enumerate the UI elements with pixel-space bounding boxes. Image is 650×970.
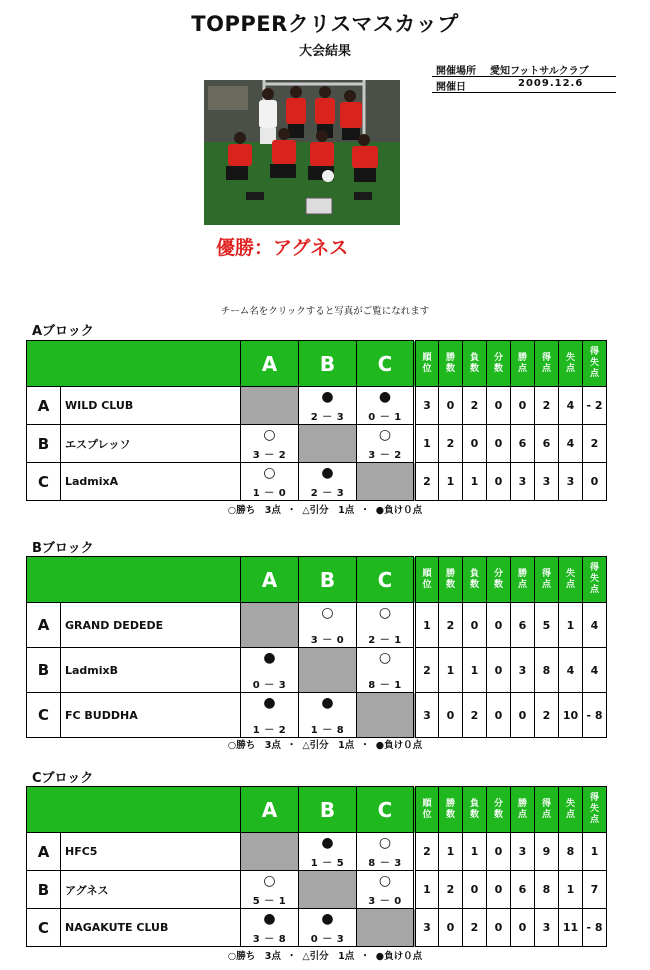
match-score: 2 － 3 — [310, 412, 345, 423]
match-result — [299, 833, 357, 871]
legend-draw: △引分 1点 — [302, 505, 355, 516]
page-title: TOPPERクリスマスカップ — [191, 12, 459, 36]
stat-value: 3 — [511, 833, 535, 871]
table-row — [27, 387, 607, 425]
stat-value: 0 — [463, 603, 487, 648]
loss-mark-icon: ● — [378, 389, 392, 405]
stat-header-char: 位 — [422, 809, 432, 820]
stat-value: 1 — [583, 833, 607, 871]
diagonal-cell — [299, 648, 357, 693]
stat-header — [511, 341, 535, 387]
stat-header — [559, 341, 583, 387]
loss-mark-icon: ● — [321, 835, 334, 851]
diagonal-cell — [299, 425, 357, 463]
photo-hint: チーム名をクリックすると写真がご覧になれます — [220, 306, 430, 317]
team-name-link[interactable]: LadmixA — [61, 463, 241, 501]
stat-header — [535, 557, 559, 603]
loss-mark-icon: ● — [263, 650, 276, 666]
stat-value: 0 — [487, 603, 511, 648]
stat-header-char: 数 — [469, 363, 479, 374]
header-opponent-b: B — [299, 341, 357, 387]
win-mark-icon: ○ — [321, 605, 334, 621]
stat-header-char: 失 — [589, 358, 599, 368]
match-score: 1 － 0 — [252, 488, 287, 499]
header-blank-cell — [27, 557, 241, 603]
stat-value: 0 — [463, 871, 487, 909]
table-row — [27, 425, 607, 463]
stat-header-char: 分 — [493, 568, 503, 579]
win-mark-icon: ○ — [378, 427, 392, 443]
match-result — [241, 463, 299, 501]
match-score: 3 － 8 — [252, 934, 287, 945]
block-a-table — [26, 340, 607, 501]
stat-header-char: 負 — [469, 568, 479, 579]
team-name-link[interactable]: FC BUDDHA — [61, 693, 241, 738]
match-score: 3 － 0 — [368, 896, 402, 907]
stat-header-char: 点 — [589, 369, 599, 379]
stat-header-char: 数 — [493, 363, 503, 374]
block-c-table — [26, 786, 607, 947]
stat-value: 0 — [511, 909, 535, 947]
stat-header-char: 数 — [445, 809, 455, 820]
stat-value: 0 — [439, 909, 463, 947]
diagonal-cell — [241, 603, 299, 648]
match-score: 8 － 1 — [368, 680, 402, 691]
stat-header-char: 負 — [469, 352, 479, 363]
venue-row — [432, 62, 616, 77]
stat-value: 4 — [583, 603, 607, 648]
table-row — [27, 871, 607, 909]
match-score: 8 － 3 — [368, 858, 402, 869]
stat-header-char: 失 — [565, 352, 575, 363]
stat-value: 1 — [415, 603, 439, 648]
header-opponent-b: B — [299, 557, 357, 603]
match-result — [299, 603, 357, 648]
stat-value: 0 — [487, 909, 511, 947]
date-value: 2009.12.6 — [518, 78, 584, 89]
venue-label: 開催場所 — [436, 66, 476, 77]
stat-header — [463, 341, 487, 387]
stat-value: 1 — [439, 648, 463, 693]
stat-value: 1 — [415, 425, 439, 463]
stat-header — [583, 787, 607, 833]
loss-mark-icon: ● — [263, 911, 276, 927]
match-score: 0 － 3 — [252, 680, 287, 691]
stat-header-char: 得 — [541, 798, 551, 809]
loss-mark-icon: ● — [321, 465, 334, 481]
stat-header — [415, 557, 439, 603]
team-letter: C — [27, 463, 61, 501]
match-score: 3 － 2 — [252, 450, 287, 461]
header-opponent-a: A — [241, 787, 299, 833]
stat-header — [439, 787, 463, 833]
team-letter: A — [27, 833, 61, 871]
team-photo[interactable] — [204, 80, 400, 225]
stat-value: 3 — [535, 909, 559, 947]
stat-value: 1 — [415, 871, 439, 909]
stat-value: - 8 — [583, 909, 607, 947]
stat-header-char: 数 — [445, 363, 455, 374]
legend-loss: ●負け０点 — [375, 951, 423, 962]
stat-header — [487, 557, 511, 603]
stat-header-char: 点 — [565, 579, 575, 590]
stat-header-char: 点 — [565, 363, 575, 374]
table-row — [27, 909, 607, 947]
table-row — [27, 603, 607, 648]
stat-value: 3 — [415, 387, 439, 425]
team-letter: B — [27, 648, 61, 693]
match-result — [357, 833, 415, 871]
match-score: 5 － 1 — [252, 896, 287, 907]
stat-value: 0 — [487, 387, 511, 425]
stat-header-char: 勝 — [445, 568, 455, 579]
stat-header — [439, 341, 463, 387]
stat-header-char: 負 — [469, 798, 479, 809]
stat-header-char: 点 — [541, 809, 551, 820]
win-mark-icon: ○ — [378, 835, 392, 851]
table-row — [27, 693, 607, 738]
match-result — [299, 463, 357, 501]
stat-header — [535, 787, 559, 833]
team-name-link[interactable]: LadmixB — [61, 648, 241, 693]
stat-header-char: 分 — [493, 352, 503, 363]
header-opponent-b: B — [299, 787, 357, 833]
table-header-row — [27, 787, 607, 833]
stat-value: 1 — [439, 833, 463, 871]
stat-header-char: 順 — [422, 352, 432, 363]
team-letter: A — [27, 387, 61, 425]
stat-value: 2 — [463, 693, 487, 738]
diagonal-cell — [357, 463, 415, 501]
match-result — [357, 387, 415, 425]
stat-header-char: 得 — [589, 347, 599, 357]
stat-header-char: 勝 — [445, 798, 455, 809]
legend-loss: ●負け０点 — [375, 740, 423, 751]
stat-value: 3 — [535, 463, 559, 501]
team-name-link[interactable]: アグネス — [61, 871, 241, 909]
team-name-link[interactable]: WILD CLUB — [61, 387, 241, 425]
stat-header — [583, 557, 607, 603]
win-mark-icon: ○ — [263, 427, 276, 443]
stat-value: 7 — [583, 871, 607, 909]
stat-header-char: 得 — [541, 352, 551, 363]
stat-value: 0 — [511, 693, 535, 738]
stat-value: 1 — [439, 463, 463, 501]
block-title: Bブロック — [32, 541, 94, 556]
legend-sep: ・ — [360, 951, 370, 962]
stat-value: 1 — [559, 603, 583, 648]
stat-value: 2 — [439, 425, 463, 463]
team-letter: B — [27, 871, 61, 909]
stat-header-char: 点 — [589, 585, 599, 595]
stat-value: 2 — [415, 463, 439, 501]
stat-header-char: 点 — [541, 579, 551, 590]
stat-value: 9 — [535, 833, 559, 871]
stat-header-char: 失 — [565, 568, 575, 579]
venue-value: 愛知フットサルクラブ — [490, 66, 589, 77]
match-result — [357, 603, 415, 648]
loss-mark-icon: ● — [321, 389, 334, 405]
stat-value: 4 — [559, 425, 583, 463]
stat-header-char: 位 — [422, 579, 432, 590]
win-mark-icon: ○ — [263, 873, 276, 889]
stat-header-char: 勝 — [517, 798, 527, 809]
match-result — [357, 648, 415, 693]
stat-header — [511, 787, 535, 833]
match-score: 1 － 5 — [310, 858, 345, 869]
match-score: 0 － 3 — [310, 934, 345, 945]
stat-header-char: 得 — [589, 793, 599, 803]
match-score: 3 － 0 — [310, 635, 345, 646]
stat-value: 3 — [511, 648, 535, 693]
legend-draw: △引分 1点 — [302, 951, 355, 962]
stat-value: 10 — [559, 693, 583, 738]
team-letter: C — [27, 693, 61, 738]
stat-header-char: 勝 — [445, 352, 455, 363]
stat-header — [511, 557, 535, 603]
match-result — [241, 693, 299, 738]
match-result — [299, 909, 357, 947]
stat-value: 2 — [415, 833, 439, 871]
stat-value: 2 — [439, 871, 463, 909]
legend-sep: ・ — [286, 740, 297, 751]
stat-header-char: 分 — [493, 798, 503, 809]
stat-header-char: 勝 — [517, 352, 527, 363]
stat-value: 3 — [415, 693, 439, 738]
legend-sep: ・ — [286, 951, 297, 962]
stat-header — [487, 787, 511, 833]
legend-win: ○勝ち 3点 — [227, 740, 281, 751]
match-score: 1 － 8 — [310, 725, 345, 736]
win-mark-icon: ○ — [378, 605, 392, 621]
legend-sep: ・ — [286, 505, 297, 516]
stat-value: 0 — [487, 425, 511, 463]
legend-win: ○勝ち 3点 — [227, 505, 281, 516]
stat-header-char: 勝 — [517, 568, 527, 579]
stat-header — [559, 557, 583, 603]
team-name-link[interactable]: エスプレッソ — [61, 425, 241, 463]
stat-header-char: 失 — [589, 804, 599, 814]
stat-value: 6 — [511, 425, 535, 463]
table-row — [27, 833, 607, 871]
block-b-table — [26, 556, 607, 738]
stat-value: 0 — [487, 648, 511, 693]
win-mark-icon: ○ — [378, 650, 392, 666]
stat-value: 2 — [463, 909, 487, 947]
header-opponent-c: C — [357, 557, 415, 603]
stat-header — [535, 341, 559, 387]
stat-value: 4 — [559, 648, 583, 693]
legend-sep: ・ — [360, 740, 370, 751]
stat-value: 2 — [583, 425, 607, 463]
stat-value: 1 — [463, 833, 487, 871]
stat-value: 6 — [511, 603, 535, 648]
stat-value: 0 — [463, 425, 487, 463]
stat-header-char: 順 — [422, 568, 432, 579]
stat-value: 0 — [583, 463, 607, 501]
stat-value: 0 — [487, 833, 511, 871]
stat-value: 3 — [559, 463, 583, 501]
header-opponent-c: C — [357, 341, 415, 387]
stat-header — [463, 557, 487, 603]
stat-value: 6 — [535, 425, 559, 463]
match-result — [241, 425, 299, 463]
stat-value: 6 — [511, 871, 535, 909]
stat-header-char: 点 — [589, 815, 599, 825]
stat-header — [463, 787, 487, 833]
match-score: 0 － 1 — [368, 412, 402, 423]
match-score: 2 － 3 — [310, 488, 345, 499]
stat-header-char: 失 — [565, 798, 575, 809]
match-score: 2 － 1 — [368, 635, 402, 646]
stat-value: 8 — [559, 833, 583, 871]
legend — [0, 502, 650, 516]
legend — [0, 948, 650, 962]
stat-value: 1 — [463, 648, 487, 693]
stat-header — [415, 341, 439, 387]
diagonal-cell — [241, 833, 299, 871]
match-score: 1 － 2 — [252, 725, 287, 736]
stat-value: 0 — [511, 387, 535, 425]
stat-header-char: 点 — [517, 579, 527, 590]
stat-header — [487, 341, 511, 387]
stat-value: 11 — [559, 909, 583, 947]
block-title: Aブロック — [32, 324, 94, 339]
table-header-row — [27, 557, 607, 603]
stat-header-char: 数 — [493, 809, 503, 820]
stat-header-char: 点 — [517, 363, 527, 374]
stat-header — [415, 787, 439, 833]
match-result — [241, 871, 299, 909]
stat-header — [559, 787, 583, 833]
team-name-link[interactable]: NAGAKUTE CLUB — [61, 909, 241, 947]
table-header-row — [27, 341, 607, 387]
stat-header — [583, 341, 607, 387]
legend-loss: ●負け０点 — [375, 505, 423, 516]
stat-header-char: 点 — [541, 363, 551, 374]
page-subtitle: 大会結果 — [298, 44, 351, 59]
stat-header-char: 位 — [422, 363, 432, 374]
legend — [0, 737, 650, 751]
stat-value: 5 — [535, 603, 559, 648]
stat-header-char: 数 — [469, 579, 479, 590]
stat-value: 2 — [535, 693, 559, 738]
team-letter: B — [27, 425, 61, 463]
stat-header-char: 点 — [565, 809, 575, 820]
stat-value: 4 — [583, 648, 607, 693]
loss-mark-icon: ● — [263, 695, 276, 711]
table-row — [27, 463, 607, 501]
team-letter: C — [27, 909, 61, 947]
stat-value: 2 — [439, 603, 463, 648]
date-label: 開催日 — [436, 82, 466, 93]
team-letter: A — [27, 603, 61, 648]
stat-header-char: 得 — [541, 568, 551, 579]
diagonal-cell — [299, 871, 357, 909]
diagonal-cell — [241, 387, 299, 425]
stat-value: 1 — [559, 871, 583, 909]
stat-value: 4 — [559, 387, 583, 425]
stat-value: 2 — [535, 387, 559, 425]
stat-value: 3 — [415, 909, 439, 947]
legend-sep: ・ — [360, 505, 370, 516]
stat-header-char: 数 — [445, 579, 455, 590]
match-result — [357, 871, 415, 909]
diagonal-cell — [357, 909, 415, 947]
match-score: 3 － 2 — [368, 450, 402, 461]
stat-value: 0 — [439, 387, 463, 425]
legend-win: ○勝ち 3点 — [227, 951, 281, 962]
match-result — [241, 909, 299, 947]
match-result — [299, 387, 357, 425]
stat-value: 2 — [415, 648, 439, 693]
stat-header-char: 数 — [469, 809, 479, 820]
loss-mark-icon: ● — [321, 695, 334, 711]
stat-value: 0 — [487, 463, 511, 501]
header-opponent-a: A — [241, 557, 299, 603]
win-mark-icon: ○ — [378, 873, 392, 889]
stat-value: - 8 — [583, 693, 607, 738]
header-opponent-a: A — [241, 341, 299, 387]
stat-value: 0 — [439, 693, 463, 738]
block-title: Cブロック — [32, 771, 94, 786]
win-mark-icon: ○ — [263, 465, 276, 481]
legend-draw: △引分 1点 — [302, 740, 355, 751]
stat-value: - 2 — [583, 387, 607, 425]
header-blank-cell — [27, 341, 241, 387]
match-result — [241, 648, 299, 693]
stat-value: 0 — [487, 871, 511, 909]
date-row — [432, 78, 616, 93]
stat-header-char: 順 — [422, 798, 432, 809]
header-opponent-c: C — [357, 787, 415, 833]
stat-header-char: 失 — [589, 574, 599, 584]
stat-value: 8 — [535, 871, 559, 909]
stat-header-char: 点 — [517, 809, 527, 820]
loss-mark-icon: ● — [321, 911, 334, 927]
stat-value: 0 — [487, 693, 511, 738]
stat-header-char: 得 — [589, 563, 599, 573]
table-row — [27, 648, 607, 693]
stat-header — [439, 557, 463, 603]
match-result — [357, 425, 415, 463]
stat-header-char: 数 — [493, 579, 503, 590]
stat-value: 2 — [463, 387, 487, 425]
winner-announcement: 優勝：アグネス — [216, 237, 349, 259]
stat-value: 8 — [535, 648, 559, 693]
stat-value: 3 — [511, 463, 535, 501]
match-result — [299, 693, 357, 738]
diagonal-cell — [357, 693, 415, 738]
team-name-link[interactable]: HFC5 — [61, 833, 241, 871]
header-blank-cell — [27, 787, 241, 833]
team-name-link[interactable]: GRAND DEDEDE — [61, 603, 241, 648]
stat-value: 1 — [463, 463, 487, 501]
